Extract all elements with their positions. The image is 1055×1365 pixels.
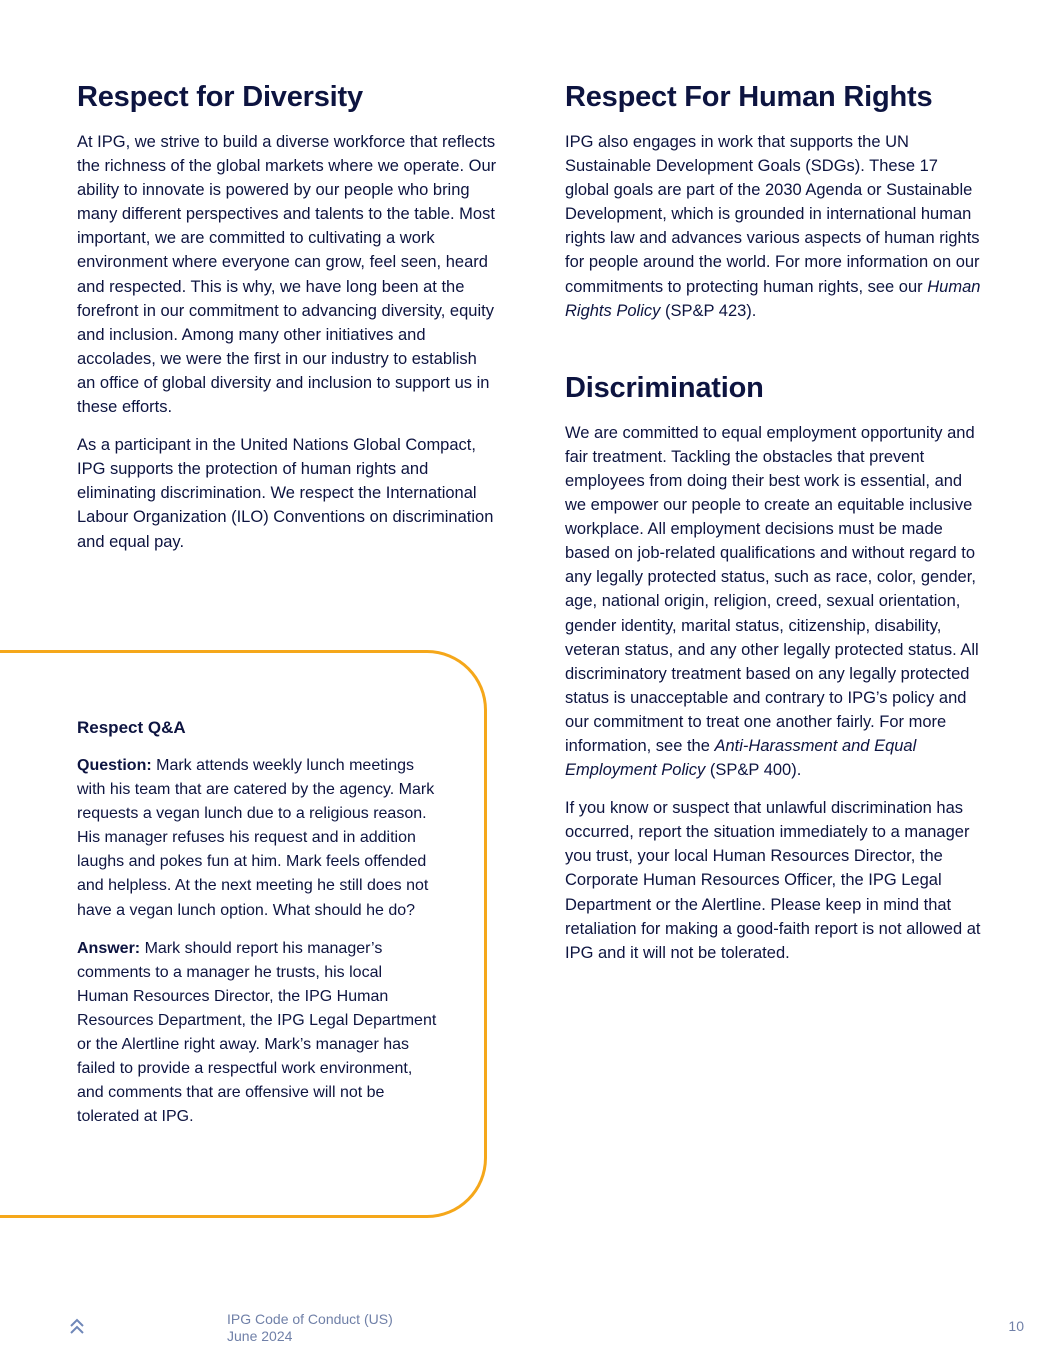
- qa-callout-content: [77, 716, 437, 1143]
- discrimination-text: We are committed to equal employment opportunity and fair treatment. Tackling the obstacles that prevent employees from doing their best work is essential, and we empower our people to create an equitable inclusive workplace. All employment decisions must be made based on job-related qualifications and without regard to any legally protected status, such as race, color, gender, age, national origin, religion, creed, sexual orientation, gender identity, marital status, citizenship, disability, veteran status, and any other legally protected status. All discriminatory treatment based on any legally protected status is unacceptable and contrary to IPG’s policy and our commitment to treat one another fairly. For more information, see the: [565, 423, 979, 755]
- qa-question: [77, 754, 437, 923]
- footer-date: June 2024: [227, 1328, 293, 1344]
- page-number: 10: [1008, 1318, 1024, 1334]
- diversity-heading: Respect for Diversity: [77, 81, 363, 113]
- footer-doc-title: IPG Code of Conduct (US): [227, 1311, 393, 1327]
- human-rights-text: IPG also engages in work that supports the UN Sustainable Development Goals (SDGs). These 17 global goals are part of the 2030 Agenda or Sustainable Development, which is grounded in international human rights law and advances various aspects of human rights for people around the world. For more information on our commitments to protecting human rights, see our: [565, 133, 980, 296]
- question-text: Mark attends weekly lunch meetings with his team that are catered by the agency. Mark requests a vegan lunch due to a religious reason. His manager refuses his request and in addition laughs and pokes fun at him. Mark feels offended and helpless. At the next meeting he still does not have a vegan lunch option. What should he do?: [77, 757, 435, 919]
- anti-harassment-ref: (SP&P 400).: [705, 761, 802, 780]
- diversity-paragraph-2: As a participant in the United Nations Global Compact, IPG supports the protection of human rights and eliminating discrimination. We respect the International Labour Organization (ILO) Conventions on discrimination and equal pay.: [77, 436, 494, 551]
- discrimination-paragraph-2: If you know or suspect that unlawful discrimination has occurred, report the situation immediately to a manager you trust, your local Human Resources Director, the Corporate Human Resources Officer, the IPG Legal Department or the Alertline. Please keep in mind that retaliation for making a good-faith report is not allowed at IPG and it will not be tolerated.: [565, 799, 981, 962]
- human-rights-ref: (SP&P 423).: [660, 301, 757, 320]
- qa-title: Respect Q&A: [77, 718, 186, 737]
- qa-answer: [77, 937, 437, 1130]
- human-rights-heading: Respect For Human Rights: [565, 81, 933, 113]
- footer-document-info: [227, 1311, 393, 1345]
- human-rights-paragraph: [565, 130, 985, 323]
- human-rights-policy-link: Human Rights Policy: [565, 277, 981, 320]
- left-column: [77, 80, 497, 568]
- anti-harassment-policy-link: Anti-Harassment and Equal Employment Policy: [565, 736, 917, 780]
- right-column: [565, 80, 985, 979]
- answer-text: Mark should report his manager’s comments to a manager he trusts, his local Human Resources Director, the IPG Human Resources Department, the IPG Legal Department or the Alertline right away. Mark’s manager has failed to provide a respectful work environment, and comments that are offensive will not be tolerated at IPG.: [77, 939, 437, 1126]
- answer-label: Answer:: [77, 939, 141, 957]
- question-label: Question:: [77, 757, 152, 774]
- discrimination-heading: Discrimination: [565, 371, 764, 404]
- discrimination-paragraph-1: [565, 421, 985, 782]
- diversity-paragraph-1: At IPG, we strive to build a diverse workforce that reflects the richness of the global markets where we operate. Our ability to innovate is powered by our people who bring many different perspectives and talents to the table. Most important, we are committed to cultivating a work environment where everyone can grow, feel seen, heard and respected. This is why, we have long been at the forefront in our commitment to advancing diversity, equity and inclusion. Among many other initiatives and accolades, we were the first in our industry to establish an office of global diversity and inclusion to support us in these efforts.: [77, 133, 497, 417]
- double-chevron-up-icon[interactable]: [68, 1316, 86, 1336]
